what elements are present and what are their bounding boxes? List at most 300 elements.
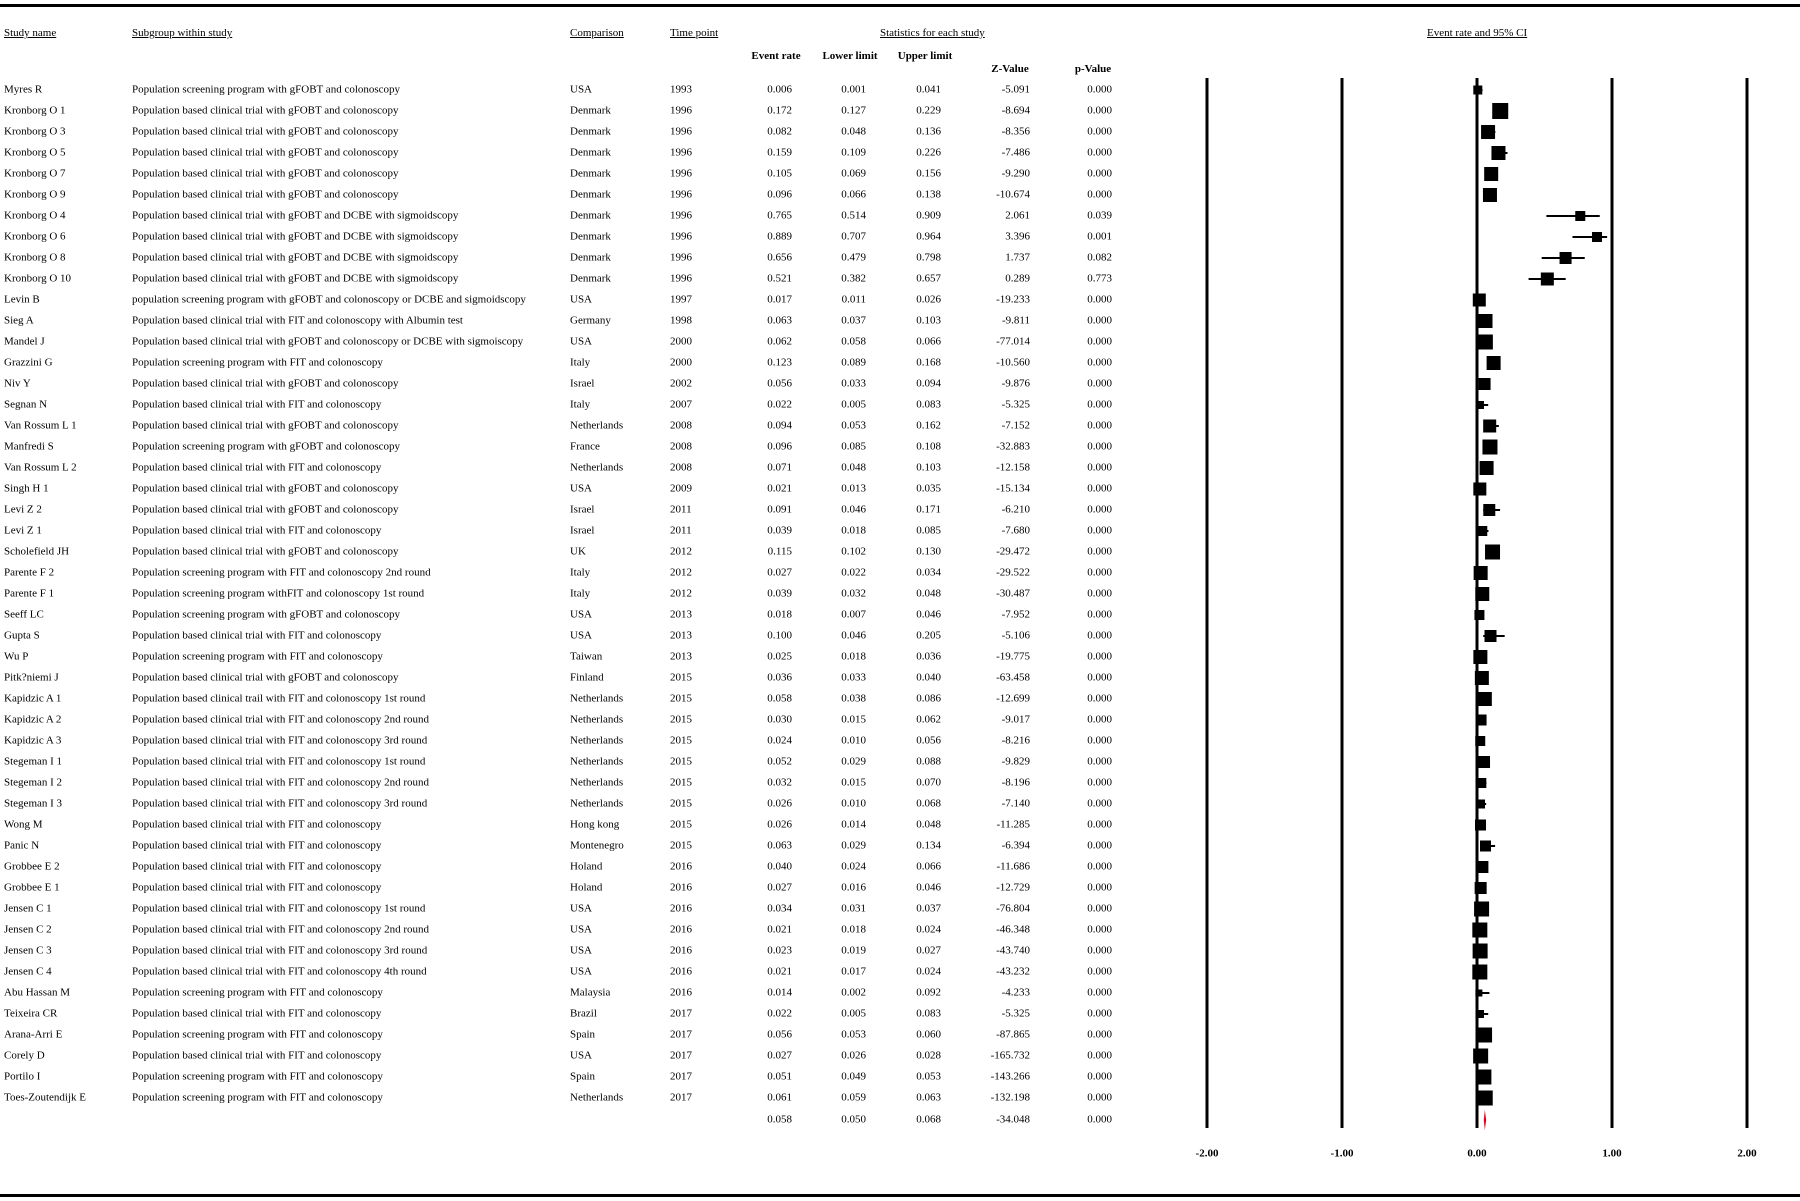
event-rate-cell: 0.022 [767,398,792,411]
study-name: Teixeira CR [4,1007,58,1020]
event-rate-cell: 0.018 [767,608,792,621]
z-value-cell: -165.732 [990,1049,1030,1062]
p-value-cell: 0.000 [1087,755,1112,768]
header-time-point: Time point [670,27,719,39]
z-value-cell: -43.740 [996,944,1030,957]
point-estimate-marker [1475,820,1486,831]
event-rate-cell: 0.034 [767,902,792,915]
summary-lower-limit: 0.050 [841,1113,866,1126]
time-point-cell: 2015 [670,818,692,831]
point-estimate-marker [1476,1070,1491,1085]
subgroup-cell: Population based clinical trial with gFOBT and colonoscopy [132,167,399,180]
upper-limit-cell: 0.046 [916,608,941,621]
subgroup-cell: Population based clinical trial with FIT and colonoscopy 3rd round [132,797,428,810]
event-rate-cell: 0.024 [767,734,792,747]
lower-limit-cell: 0.026 [841,1049,866,1062]
subgroup-cell: Population screening program with FIT and colonoscopy [132,1028,383,1041]
point-estimate-marker [1476,778,1486,788]
p-value-cell: 0.000 [1087,524,1112,537]
time-point-cell: 2012 [670,545,692,558]
subgroup-cell: Population based clinical trial with gFOBT and DCBE with sigmoidscopy [132,272,459,285]
point-estimate-marker [1477,1028,1492,1043]
event-rate-cell: 0.026 [767,818,792,831]
point-estimate-marker [1475,882,1487,894]
point-estimate-marker [1560,252,1572,264]
upper-limit-cell: 0.085 [916,524,941,537]
upper-limit-cell: 0.083 [916,398,941,411]
point-estimate-marker [1541,273,1554,286]
p-value-cell: 0.000 [1087,1070,1112,1083]
p-value-cell: 0.000 [1087,335,1112,348]
lower-limit-cell: 0.010 [841,797,866,810]
point-estimate-marker [1477,526,1487,536]
p-value-cell: 0.000 [1087,902,1112,915]
event-rate-cell: 0.159 [767,146,792,159]
event-rate-cell: 0.100 [767,629,792,642]
x-tick-label: -1.00 [1330,1147,1354,1160]
comparison-cell: Germany [570,314,611,327]
header-event-rate: Event rate [751,50,801,62]
study-name: Panic N [4,839,40,852]
time-point-cell: 2017 [670,1049,692,1062]
point-estimate-marker [1472,923,1487,938]
x-tick-label: 2.00 [1737,1147,1757,1160]
lower-limit-cell: 0.001 [841,83,866,96]
comparison-cell: Italy [570,356,591,369]
point-estimate-marker [1475,671,1489,685]
study-name: Gupta S [4,629,40,642]
time-point-cell: 2008 [670,440,692,453]
event-rate-cell: 0.017 [767,293,792,306]
time-point-cell: 1993 [670,83,692,96]
event-rate-cell: 0.039 [767,587,792,600]
upper-limit-cell: 0.068 [916,797,941,810]
p-value-cell: 0.000 [1087,440,1112,453]
header-p-value: p-Value [1074,63,1112,75]
z-value-cell: -9.811 [1001,314,1030,327]
point-estimate-marker [1476,800,1485,809]
study-name: Toes-Zoutendijk E [4,1091,87,1104]
upper-limit-cell: 0.026 [916,293,941,306]
point-estimate-marker [1472,965,1487,980]
p-value-cell: 0.000 [1087,1091,1112,1104]
point-estimate-marker [1479,378,1491,390]
subgroup-cell: Population based clinical trial with FIT and colonoscopy [132,860,382,873]
z-value-cell: -29.522 [996,566,1030,579]
comparison-cell: Hong kong [570,818,620,831]
p-value-cell: 0.000 [1087,83,1112,96]
comparison-cell: Denmark [570,167,611,180]
comparison-cell: UK [570,545,586,558]
comparison-cell: Denmark [570,272,611,285]
event-rate-cell: 0.889 [767,230,792,243]
comparison-cell: Spain [570,1028,596,1041]
subgroup-cell: Population based clinical trial with gFOBT and DCBE with sigmoidscopy [132,251,459,264]
upper-limit-cell: 0.086 [916,692,941,705]
study-name: Jensen C 3 [4,944,52,957]
event-rate-cell: 0.056 [767,377,792,390]
z-value-cell: -9.290 [1001,167,1030,180]
time-point-cell: 2016 [670,986,692,999]
z-value-cell: -8.216 [1001,734,1030,747]
comparison-cell: USA [570,902,593,915]
upper-limit-cell: 0.229 [916,104,941,117]
upper-limit-cell: 0.046 [916,881,941,894]
z-value-cell: -19.775 [996,650,1030,663]
p-value-cell: 0.000 [1087,881,1112,894]
p-value-cell: 0.000 [1087,1007,1112,1020]
p-value-cell: 0.000 [1087,314,1112,327]
comparison-cell: USA [570,335,593,348]
time-point-cell: 2015 [670,839,692,852]
point-estimate-marker [1483,188,1497,202]
comparison-cell: Holand [570,860,603,873]
z-value-cell: -143.266 [990,1070,1030,1083]
lower-limit-cell: 0.015 [841,776,866,789]
study-name: Pitk?niemi J [4,671,59,684]
time-point-cell: 1996 [670,125,692,138]
p-value-cell: 0.000 [1087,566,1112,579]
summary-p-value: 0.000 [1087,1113,1112,1126]
time-point-cell: 2002 [670,377,692,390]
point-estimate-marker [1473,483,1486,496]
point-estimate-marker [1479,314,1493,328]
study-name: Levin B [4,293,40,306]
event-rate-cell: 0.071 [767,461,792,474]
point-estimate-marker [1478,692,1492,706]
point-estimate-marker [1575,211,1585,221]
comparison-cell: Denmark [570,209,611,222]
z-value-cell: -4.233 [1001,986,1030,999]
subgroup-cell: Population based clinical trial with FIT and colonoscopy 2nd round [132,776,430,789]
p-value-cell: 0.082 [1087,251,1112,264]
subgroup-cell: Population based clinical trial with FIT and colonoscopy [132,881,382,894]
study-name: Stegeman I 3 [4,797,63,810]
upper-limit-cell: 0.138 [916,188,941,201]
subgroup-cell: Population based clinical trial with gFOBT and colonoscopy [132,377,399,390]
comparison-cell: Netherlands [570,755,624,768]
upper-limit-cell: 0.130 [916,545,941,558]
p-value-cell: 0.039 [1087,209,1112,222]
study-name: Stegeman I 1 [4,755,63,768]
event-rate-cell: 0.014 [767,986,792,999]
point-estimate-marker [1476,1010,1484,1018]
upper-limit-cell: 0.070 [916,776,941,789]
time-point-cell: 1996 [670,272,692,285]
z-value-cell: -6.394 [1001,839,1030,852]
comparison-cell: Netherlands [570,692,624,705]
subgroup-cell: Population based clinical trial with gFOBT and colonoscopy [132,125,399,138]
time-point-cell: 2012 [670,566,692,579]
subgroup-cell: Population based clinical trial with gFOBT and colonoscopy [132,482,399,495]
p-value-cell: 0.000 [1087,482,1112,495]
time-point-cell: 2016 [670,902,692,915]
upper-limit-cell: 0.156 [916,167,941,180]
comparison-cell: Netherlands [570,1091,624,1104]
z-value-cell: -12.699 [996,692,1030,705]
subgroup-cell: Population based clinical trial with FIT and colonoscopy 2nd round [132,713,430,726]
p-value-cell: 0.000 [1087,734,1112,747]
event-rate-cell: 0.105 [767,167,792,180]
subgroup-cell: Population screening program with gFOBT and colonoscopy [132,83,401,96]
upper-limit-cell: 0.062 [916,713,941,726]
upper-limit-cell: 0.083 [916,1007,941,1020]
subgroup-cell: Population based clinical trial with FIT and colonoscopy [132,398,382,411]
lower-limit-cell: 0.089 [841,356,866,369]
lower-limit-cell: 0.031 [841,902,866,915]
event-rate-cell: 0.021 [767,923,792,936]
upper-limit-cell: 0.657 [916,272,941,285]
event-rate-cell: 0.036 [767,671,792,684]
z-value-cell: -11.686 [996,860,1030,873]
time-point-cell: 1997 [670,293,692,306]
event-rate-cell: 0.058 [767,692,792,705]
subgroup-cell: Population screening program with FIT and colonoscopy [132,1091,383,1104]
lower-limit-cell: 0.015 [841,713,866,726]
study-name: Manfredi S [4,440,54,453]
upper-limit-cell: 0.205 [916,629,941,642]
lower-limit-cell: 0.053 [841,1028,866,1041]
subgroup-cell: Population based clinical trial with FIT and colonoscopy [132,629,382,642]
upper-limit-cell: 0.103 [916,461,941,474]
study-name: Parente F 2 [4,566,55,579]
subgroup-cell: Population based clinical trial with gFOBT and colonoscopy [132,671,399,684]
event-rate-cell: 0.063 [767,839,792,852]
event-rate-cell: 0.062 [767,335,792,348]
subgroup-cell: Population screening program with FIT and colonoscopy [132,1070,383,1083]
time-point-cell: 2000 [670,356,692,369]
subgroup-cell: Population based clinical trial with FIT and colonoscopy [132,524,382,537]
time-point-cell: 2017 [670,1070,692,1083]
event-rate-cell: 0.051 [767,1070,792,1083]
lower-limit-cell: 0.033 [841,671,866,684]
lower-limit-cell: 0.046 [841,503,866,516]
z-value-cell: -11.285 [996,818,1030,831]
p-value-cell: 0.000 [1087,629,1112,642]
comparison-cell: Denmark [570,104,611,117]
p-value-cell: 0.773 [1087,272,1112,285]
study-name: Wong M [4,818,43,831]
subgroup-cell: Population based clinical trial with FIT and colonoscopy 3rd round [132,734,428,747]
p-value-cell: 0.001 [1087,230,1112,243]
event-rate-cell: 0.656 [767,251,792,264]
subgroup-cell: Population based clinical trial with gFOBT and colonoscopy [132,545,399,558]
upper-limit-cell: 0.024 [916,923,941,936]
lower-limit-cell: 0.014 [841,818,866,831]
header-comparison: Comparison [570,27,624,39]
point-estimate-marker [1474,610,1484,620]
p-value-cell: 0.000 [1087,419,1112,432]
time-point-cell: 2013 [670,650,692,663]
lower-limit-cell: 0.053 [841,419,866,432]
z-value-cell: -9.017 [1001,713,1030,726]
p-value-cell: 0.000 [1087,965,1112,978]
lower-limit-cell: 0.049 [841,1070,866,1083]
subgroup-cell: Population based clinical trail with FIT and colonoscopy 1st round [132,692,426,705]
subgroup-cell: Population based clinical trial with gFOBT and colonoscopy [132,146,399,159]
study-name: Kronborg O 8 [4,251,66,264]
p-value-cell: 0.000 [1087,503,1112,516]
study-name: Jensen C 1 [4,902,52,915]
event-rate-cell: 0.765 [767,209,792,222]
point-estimate-marker [1474,566,1488,580]
lower-limit-cell: 0.707 [841,230,866,243]
upper-limit-cell: 0.035 [916,482,941,495]
z-value-cell: -132.198 [990,1091,1030,1104]
header-subgroup: Subgroup within study [132,27,233,39]
x-tick-label: 0.00 [1467,1147,1487,1160]
study-name: Stegeman I 2 [4,776,63,789]
p-value-cell: 0.000 [1087,125,1112,138]
time-point-cell: 2015 [670,734,692,747]
upper-limit-cell: 0.094 [916,377,941,390]
z-value-cell: 0.289 [1005,272,1030,285]
upper-limit-cell: 0.798 [916,251,941,264]
lower-limit-cell: 0.007 [841,608,866,621]
event-rate-cell: 0.026 [767,797,792,810]
lower-limit-cell: 0.069 [841,167,866,180]
study-name: Jensen C 4 [4,965,52,978]
study-name: Kronborg O 3 [4,125,66,138]
study-name: Kronborg O 6 [4,230,66,243]
upper-limit-cell: 0.063 [916,1091,941,1104]
event-rate-cell: 0.061 [767,1091,792,1104]
comparison-cell: Israel [570,503,595,516]
x-tick-label: -2.00 [1195,1147,1219,1160]
study-name: Kapidzic A 3 [4,734,62,747]
lower-limit-cell: 0.127 [841,104,866,117]
study-name: Parente F 1 [4,587,55,600]
subgroup-cell: Population based clinical trial with FIT and colonoscopy 3rd round [132,944,428,957]
comparison-cell: Finland [570,671,604,684]
time-point-cell: 1996 [670,209,692,222]
time-point-cell: 2016 [670,860,692,873]
upper-limit-cell: 0.036 [916,650,941,663]
point-estimate-marker [1487,356,1501,370]
point-estimate-marker [1484,167,1498,181]
comparison-cell: Netherlands [570,713,624,726]
point-estimate-marker [1476,401,1484,409]
p-value-cell: 0.000 [1087,650,1112,663]
lower-limit-cell: 0.048 [841,461,866,474]
comparison-cell: Italy [570,587,591,600]
subgroup-cell: Population based clinical trial with FIT and colonoscopy 1st round [132,902,426,915]
lower-limit-cell: 0.019 [841,944,866,957]
event-rate-cell: 0.094 [767,419,792,432]
comparison-cell: Denmark [570,251,611,264]
event-rate-cell: 0.115 [767,545,792,558]
subgroup-cell: Population based clinical trial with FIT and colonoscopy [132,818,382,831]
p-value-cell: 0.000 [1087,944,1112,957]
z-value-cell: -5.325 [1001,398,1030,411]
z-value-cell: -43.232 [996,965,1030,978]
event-rate-cell: 0.006 [767,83,792,96]
point-estimate-marker [1475,990,1482,997]
lower-limit-cell: 0.102 [841,545,866,558]
z-value-cell: -15.134 [996,482,1030,495]
header-lower-limit: Lower limit [822,50,878,62]
study-name: Abu Hassan M [4,986,70,999]
x-tick-label: 1.00 [1602,1147,1622,1160]
comparison-cell: Holand [570,881,603,894]
comparison-cell: Taiwan [570,650,603,663]
upper-limit-cell: 0.041 [916,83,941,96]
upper-limit-cell: 0.162 [916,419,941,432]
p-value-cell: 0.000 [1087,398,1112,411]
z-value-cell: -12.729 [996,881,1030,894]
upper-limit-cell: 0.964 [916,230,941,243]
point-estimate-marker [1473,1049,1488,1064]
comparison-cell: Spain [570,1070,596,1083]
point-estimate-marker [1491,146,1505,160]
time-point-cell: 1996 [670,230,692,243]
event-rate-cell: 0.021 [767,965,792,978]
lower-limit-cell: 0.022 [841,566,866,579]
z-value-cell: -10.674 [996,188,1030,201]
p-value-cell: 0.000 [1087,293,1112,306]
time-point-cell: 2015 [670,797,692,810]
upper-limit-cell: 0.909 [916,209,941,222]
upper-limit-cell: 0.053 [916,1070,941,1083]
p-value-cell: 0.000 [1087,860,1112,873]
subgroup-cell: Population screening program with FIT and colonoscopy [132,650,383,663]
study-name: Grobbee E 1 [4,881,60,894]
lower-limit-cell: 0.013 [841,482,866,495]
event-rate-cell: 0.082 [767,125,792,138]
p-value-cell: 0.000 [1087,188,1112,201]
point-estimate-marker [1480,841,1491,852]
study-name: Kapidzic A 2 [4,713,62,726]
bottom-rule [0,1194,1800,1197]
event-rate-cell: 0.172 [767,104,792,117]
subgroup-cell: Population based clinical trial with FIT and colonoscopy [132,1049,382,1062]
p-value-cell: 0.000 [1087,356,1112,369]
lower-limit-cell: 0.016 [841,881,866,894]
p-value-cell: 0.000 [1087,377,1112,390]
lower-limit-cell: 0.058 [841,335,866,348]
lower-limit-cell: 0.479 [841,251,866,264]
p-value-cell: 0.000 [1087,104,1112,117]
point-estimate-marker [1475,736,1485,746]
p-value-cell: 0.000 [1087,839,1112,852]
p-value-cell: 0.000 [1087,713,1112,726]
subgroup-cell: Population based clinical trial with gFOBT and colonoscopy [132,104,399,117]
time-point-cell: 2016 [670,923,692,936]
lower-limit-cell: 0.037 [841,314,866,327]
comparison-cell: Denmark [570,146,611,159]
study-name: Van Rossum L 2 [4,461,77,474]
event-rate-cell: 0.032 [767,776,792,789]
subgroup-cell: Population based clinical trial with FIT and colonoscopy [132,839,382,852]
p-value-cell: 0.000 [1087,608,1112,621]
study-name: Scholefield JH [4,545,70,558]
point-estimate-marker [1492,103,1508,119]
study-name: Segnan N [4,398,48,411]
p-value-cell: 0.000 [1087,587,1112,600]
header-upper-limit: Upper limit [897,50,953,62]
upper-limit-cell: 0.108 [916,440,941,453]
upper-limit-cell: 0.103 [916,314,941,327]
header-study-name: Study name [4,27,57,39]
event-rate-cell: 0.030 [767,713,792,726]
p-value-cell: 0.000 [1087,461,1112,474]
comparison-cell: USA [570,923,593,936]
z-value-cell: -7.486 [1001,146,1030,159]
lower-limit-cell: 0.046 [841,629,866,642]
point-estimate-marker [1476,861,1488,873]
subgroup-cell: Population based clinical trial with gFOBT and colonoscopy [132,419,399,432]
point-estimate-marker [1475,587,1489,601]
